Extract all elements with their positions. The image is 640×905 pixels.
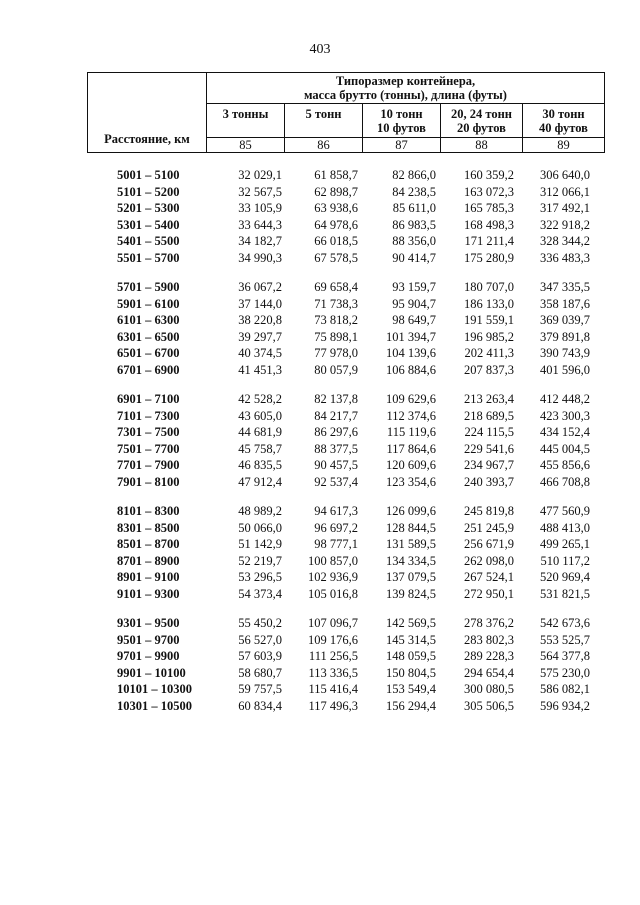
table-row [0, 329, 640, 346]
tariff-value: 67 578,5 [314, 250, 358, 265]
tariff-value: 117 864,6 [386, 441, 436, 456]
distance-label: Расстояние, км [104, 132, 190, 146]
column-header-line2: 10 футов [377, 120, 426, 135]
tariff-value: 202 411,3 [464, 346, 514, 360]
tariff-value: 240 393,7 [464, 474, 514, 489]
tariff-value: 63 938,6 [314, 201, 358, 215]
column-header-line1: 10 тонн [380, 106, 423, 121]
table-row [0, 408, 640, 425]
tariff-table-header [87, 72, 605, 153]
tariff-value: 153 549,4 [386, 682, 436, 696]
tariff-value: 137 079,5 [386, 570, 436, 584]
tariff-value: 312 066,1 [540, 184, 590, 199]
tariff-value: 455 856,6 [540, 458, 590, 472]
tariff-value: 317 492,1 [540, 201, 590, 215]
tariff-value: 305 506,5 [464, 698, 514, 713]
table-row [0, 553, 640, 570]
table-row [0, 250, 640, 267]
tariff-value: 77 978,0 [314, 346, 358, 360]
tariff-value: 90 414,7 [392, 250, 436, 265]
tariff-value: 267 524,1 [464, 570, 514, 584]
tariff-value: 96 697,2 [314, 520, 358, 535]
tariff-value: 34 182,7 [238, 234, 282, 248]
column-code: 86 [285, 138, 363, 153]
table-row [0, 648, 640, 665]
column-code: 85 [207, 138, 285, 153]
table-row [0, 632, 640, 649]
tariff-value: 120 609,6 [386, 458, 436, 472]
tariff-value: 93 159,7 [392, 280, 436, 294]
table-row [0, 362, 640, 379]
tariff-value: 105 016,8 [308, 586, 358, 601]
tariff-value: 60 834,4 [238, 698, 282, 713]
tariff-value: 45 758,7 [238, 441, 282, 456]
tariff-value: 46 835,5 [238, 458, 282, 472]
distance-range: 6701 – 6900 [117, 362, 180, 377]
page-number: 403 [309, 42, 331, 57]
tariff-value: 336 483,3 [540, 250, 590, 265]
distance-range: 8701 – 8900 [117, 553, 180, 568]
tariff-value: 109 629,6 [386, 392, 436, 406]
group-title-line1: Типоразмер контейнера, [335, 74, 476, 88]
tariff-value: 82 137,8 [314, 392, 358, 406]
distance-range: 6101 – 6300 [117, 313, 180, 327]
tariff-value: 66 018,5 [314, 234, 358, 248]
tariff-value: 58 680,7 [238, 665, 282, 680]
tariff-value: 102 936,9 [308, 570, 358, 584]
distance-range: 5701 – 5900 [117, 280, 180, 294]
tariff-value: 106 884,6 [386, 362, 436, 377]
tariff-value: 64 978,6 [314, 217, 358, 232]
tariff-value: 245 819,8 [464, 504, 514, 518]
distance-range: 9301 – 9500 [117, 616, 180, 630]
tariff-value: 61 858,7 [314, 168, 358, 182]
tariff-value: 163 072,3 [464, 184, 514, 199]
tariff-value: 47 912,4 [238, 474, 282, 489]
table-row [0, 167, 640, 184]
tariff-value: 328 344,2 [540, 234, 590, 248]
tariff-value: 107 096,7 [308, 616, 358, 630]
tariff-value: 213 263,4 [464, 392, 514, 406]
tariff-value: 322 918,2 [540, 217, 590, 232]
tariff-value: 85 611,0 [392, 201, 436, 215]
distance-range: 5501 – 5700 [117, 250, 180, 265]
distance-range: 7101 – 7300 [117, 408, 180, 423]
tariff-value: 34 990,3 [238, 250, 282, 265]
distance-range: 8901 – 9100 [117, 570, 180, 584]
tariff-value: 256 671,9 [464, 537, 514, 551]
column-header-line2 [285, 121, 362, 135]
tariff-value: 88 356,0 [392, 234, 436, 248]
tariff-value: 109 176,6 [308, 632, 358, 647]
tariff-value: 84 238,5 [392, 184, 436, 199]
tariff-value: 80 057,9 [314, 362, 358, 377]
tariff-value: 37 144,0 [238, 296, 282, 311]
distance-range: 5301 – 5400 [117, 217, 180, 232]
tariff-value: 553 525,7 [540, 632, 590, 647]
tariff-value: 379 891,8 [540, 329, 590, 344]
tariff-value: 100 857,0 [308, 553, 358, 568]
tariff-value: 71 738,3 [314, 296, 358, 311]
tariff-value: 510 117,2 [540, 553, 590, 568]
column-header-line1: 5 тонн [305, 106, 342, 121]
distance-range: 7501 – 7700 [117, 441, 180, 456]
table-row [0, 520, 640, 537]
tariff-value: 55 450,2 [238, 616, 282, 630]
column-header-line2: 20 футов [457, 120, 506, 135]
tariff-value: 423 300,3 [540, 408, 590, 423]
distance-range: 5201 – 5300 [117, 201, 180, 215]
table-row [0, 457, 640, 474]
table-row [0, 474, 640, 491]
tariff-value: 82 866,0 [392, 168, 436, 182]
tariff-value: 139 824,5 [386, 586, 436, 601]
tariff-value: 390 743,9 [540, 346, 590, 360]
tariff-value: 90 457,5 [314, 458, 358, 472]
table-row [0, 391, 640, 408]
tariff-value: 294 654,4 [464, 665, 514, 680]
tariff-value: 300 080,5 [464, 682, 514, 696]
tariff-value: 131 589,5 [386, 537, 436, 551]
tariff-value: 123 354,6 [386, 474, 436, 489]
tariff-value: 51 142,9 [238, 537, 282, 551]
tariff-value: 186 133,0 [464, 296, 514, 311]
tariff-value: 434 152,4 [540, 425, 590, 439]
column-header-3t [207, 104, 285, 138]
tariff-value: 142 569,5 [386, 616, 436, 630]
tariff-value: 207 837,3 [464, 362, 514, 377]
tariff-value: 75 898,1 [314, 329, 358, 344]
tariff-value: 92 537,4 [314, 474, 358, 489]
tariff-value: 531 821,5 [540, 586, 590, 601]
table-row [0, 615, 640, 632]
distance-range: 8501 – 8700 [117, 537, 180, 551]
tariff-value: 42 528,2 [238, 392, 282, 406]
tariff-value: 150 804,5 [386, 665, 436, 680]
tariff-value: 84 217,7 [314, 408, 358, 423]
tariff-value: 564 377,8 [540, 649, 590, 663]
tariff-value: 36 067,2 [238, 280, 282, 294]
tariff-value: 145 314,5 [386, 632, 436, 647]
tariff-value: 38 220,8 [238, 313, 282, 327]
tariff-value: 224 115,5 [464, 425, 514, 439]
tariff-value: 54 373,4 [238, 586, 282, 601]
tariff-value: 62 898,7 [314, 184, 358, 199]
table-row [0, 296, 640, 313]
tariff-value: 347 335,5 [540, 280, 590, 294]
tariff-table-body [0, 167, 640, 727]
tariff-value: 112 374,6 [386, 408, 436, 423]
column-header-line2: 40 футов [539, 120, 588, 135]
tariff-value: 596 934,2 [540, 698, 590, 713]
tariff-value: 126 099,6 [386, 504, 436, 518]
group-title-line2: масса брутто (тонны), длина (футы) [304, 88, 507, 102]
distance-range: 6501 – 6700 [117, 346, 180, 360]
tariff-value: 575 230,0 [540, 665, 590, 680]
tariff-value: 412 448,2 [540, 392, 590, 406]
distance-range: 8101 – 8300 [117, 504, 180, 518]
tariff-value: 148 059,5 [386, 649, 436, 663]
tariff-value: 180 707,0 [464, 280, 514, 294]
tariff-value: 111 256,5 [308, 649, 358, 663]
column-header-5t [285, 104, 363, 138]
tariff-value: 73 818,2 [314, 313, 358, 327]
tariff-value: 56 527,0 [238, 632, 282, 647]
tariff-value: 33 644,3 [238, 217, 282, 232]
distance-range: 9101 – 9300 [117, 586, 180, 601]
tariff-value: 40 374,5 [238, 346, 282, 360]
tariff-value: 113 336,5 [308, 665, 358, 680]
distance-range: 10101 – 10300 [117, 682, 192, 696]
distance-range: 6901 – 7100 [117, 392, 180, 406]
tariff-value: 57 603,9 [238, 649, 282, 663]
tariff-value: 156 294,4 [386, 698, 436, 713]
tariff-value: 289 228,3 [464, 649, 514, 663]
row-group [0, 167, 640, 266]
table-row [0, 279, 640, 296]
tariff-value: 69 658,4 [314, 280, 358, 294]
distance-range: 8301 – 8500 [117, 520, 180, 535]
row-group [0, 503, 640, 602]
tariff-value: 175 280,9 [464, 250, 514, 265]
tariff-value: 86 983,5 [392, 217, 436, 232]
tariff-value: 53 296,5 [238, 570, 282, 584]
tariff-value: 262 098,0 [464, 553, 514, 568]
tariff-value: 278 376,2 [464, 616, 514, 630]
container-type-group-header [207, 73, 605, 104]
column-code: 88 [441, 138, 523, 153]
table-row [0, 424, 640, 441]
tariff-value: 401 596,0 [540, 362, 590, 377]
table-row [0, 665, 640, 682]
tariff-value: 165 785,3 [464, 201, 514, 215]
column-header-30t [523, 104, 605, 138]
tariff-value: 466 708,8 [540, 474, 590, 489]
table-row [0, 233, 640, 250]
tariff-value: 586 082,1 [540, 682, 590, 696]
tariff-value: 191 559,1 [464, 313, 514, 327]
tariff-value: 196 985,2 [464, 329, 514, 344]
tariff-value: 48 989,2 [238, 504, 282, 518]
table-row [0, 569, 640, 586]
tariff-value: 168 498,3 [464, 217, 514, 232]
tariff-value: 33 105,9 [238, 201, 282, 215]
tariff-value: 95 904,7 [392, 296, 436, 311]
tariff-value: 115 119,6 [386, 425, 436, 439]
tariff-value: 98 649,7 [392, 313, 436, 327]
tariff-value: 283 802,3 [464, 632, 514, 647]
tariff-value: 499 265,1 [540, 537, 590, 551]
table-row [0, 217, 640, 234]
tariff-value: 115 416,4 [308, 682, 358, 696]
tariff-value: 94 617,3 [314, 504, 358, 518]
distance-range: 7701 – 7900 [117, 458, 180, 472]
tariff-value: 32 029,1 [238, 168, 282, 182]
table-row [0, 184, 640, 201]
distance-range: 7301 – 7500 [117, 425, 180, 439]
tariff-value: 41 451,3 [238, 362, 282, 377]
tariff-value: 234 967,7 [464, 458, 514, 472]
tariff-value: 86 297,6 [314, 425, 358, 439]
tariff-value: 171 211,4 [464, 234, 514, 248]
tariff-value: 358 187,6 [540, 296, 590, 311]
table-row [0, 586, 640, 603]
tariff-value: 134 334,5 [386, 553, 436, 568]
column-header-10t [363, 104, 441, 138]
tariff-value: 59 757,5 [238, 682, 282, 696]
column-code: 87 [363, 138, 441, 153]
tariff-value: 369 039,7 [540, 313, 590, 327]
tariff-value: 52 219,7 [238, 553, 282, 568]
distance-column-header [88, 73, 207, 153]
tariff-value: 43 605,0 [238, 408, 282, 423]
column-header-line1: 3 тонны [222, 106, 269, 121]
tariff-value: 542 673,6 [540, 616, 590, 630]
table-row [0, 503, 640, 520]
tariff-value: 488 413,0 [540, 520, 590, 535]
distance-range: 5901 – 6100 [117, 296, 180, 311]
tariff-value: 251 245,9 [464, 520, 514, 535]
tariff-value: 117 496,3 [308, 698, 358, 713]
tariff-value: 160 359,2 [464, 168, 514, 182]
table-row [0, 536, 640, 553]
distance-range: 9901 – 10100 [117, 665, 186, 680]
column-header-line2 [207, 121, 284, 135]
table-row [0, 441, 640, 458]
tariff-value: 98 777,1 [314, 537, 358, 551]
table-row [0, 698, 640, 715]
tariff-value: 520 969,4 [540, 570, 590, 584]
distance-range: 5401 – 5500 [117, 234, 180, 248]
tariff-value: 272 950,1 [464, 586, 514, 601]
tariff-value: 32 567,5 [238, 184, 282, 199]
distance-range: 9701 – 9900 [117, 649, 180, 663]
distance-range: 5001 – 5100 [117, 168, 180, 182]
tariff-value: 218 689,5 [464, 408, 514, 423]
column-code: 89 [523, 138, 605, 153]
tariff-value: 39 297,7 [238, 329, 282, 344]
table-row [0, 345, 640, 362]
tariff-value: 104 139,6 [386, 346, 436, 360]
row-group [0, 279, 640, 378]
tariff-value: 477 560,9 [540, 504, 590, 518]
tariff-value: 88 377,5 [314, 441, 358, 456]
tariff-value: 101 394,7 [386, 329, 436, 344]
table-row [0, 681, 640, 698]
tariff-value: 50 066,0 [238, 520, 282, 535]
table-row [0, 200, 640, 217]
column-header-20-24t [441, 104, 523, 138]
row-group [0, 615, 640, 714]
tariff-value: 229 541,6 [464, 441, 514, 456]
tariff-value: 306 640,0 [540, 168, 590, 182]
tariff-value: 128 844,5 [386, 520, 436, 535]
distance-range: 9501 – 9700 [117, 632, 180, 647]
column-header-line1: 30 тонн [542, 106, 585, 121]
tariff-value: 445 004,5 [540, 441, 590, 456]
row-group [0, 391, 640, 490]
table-row [0, 312, 640, 329]
tariff-value: 44 681,9 [238, 425, 282, 439]
distance-range: 6301 – 6500 [117, 329, 180, 344]
column-header-line1: 20, 24 тонн [450, 106, 512, 121]
distance-range: 10301 – 10500 [117, 698, 192, 713]
distance-range: 5101 – 5200 [117, 184, 180, 199]
distance-range: 7901 – 8100 [117, 474, 180, 489]
